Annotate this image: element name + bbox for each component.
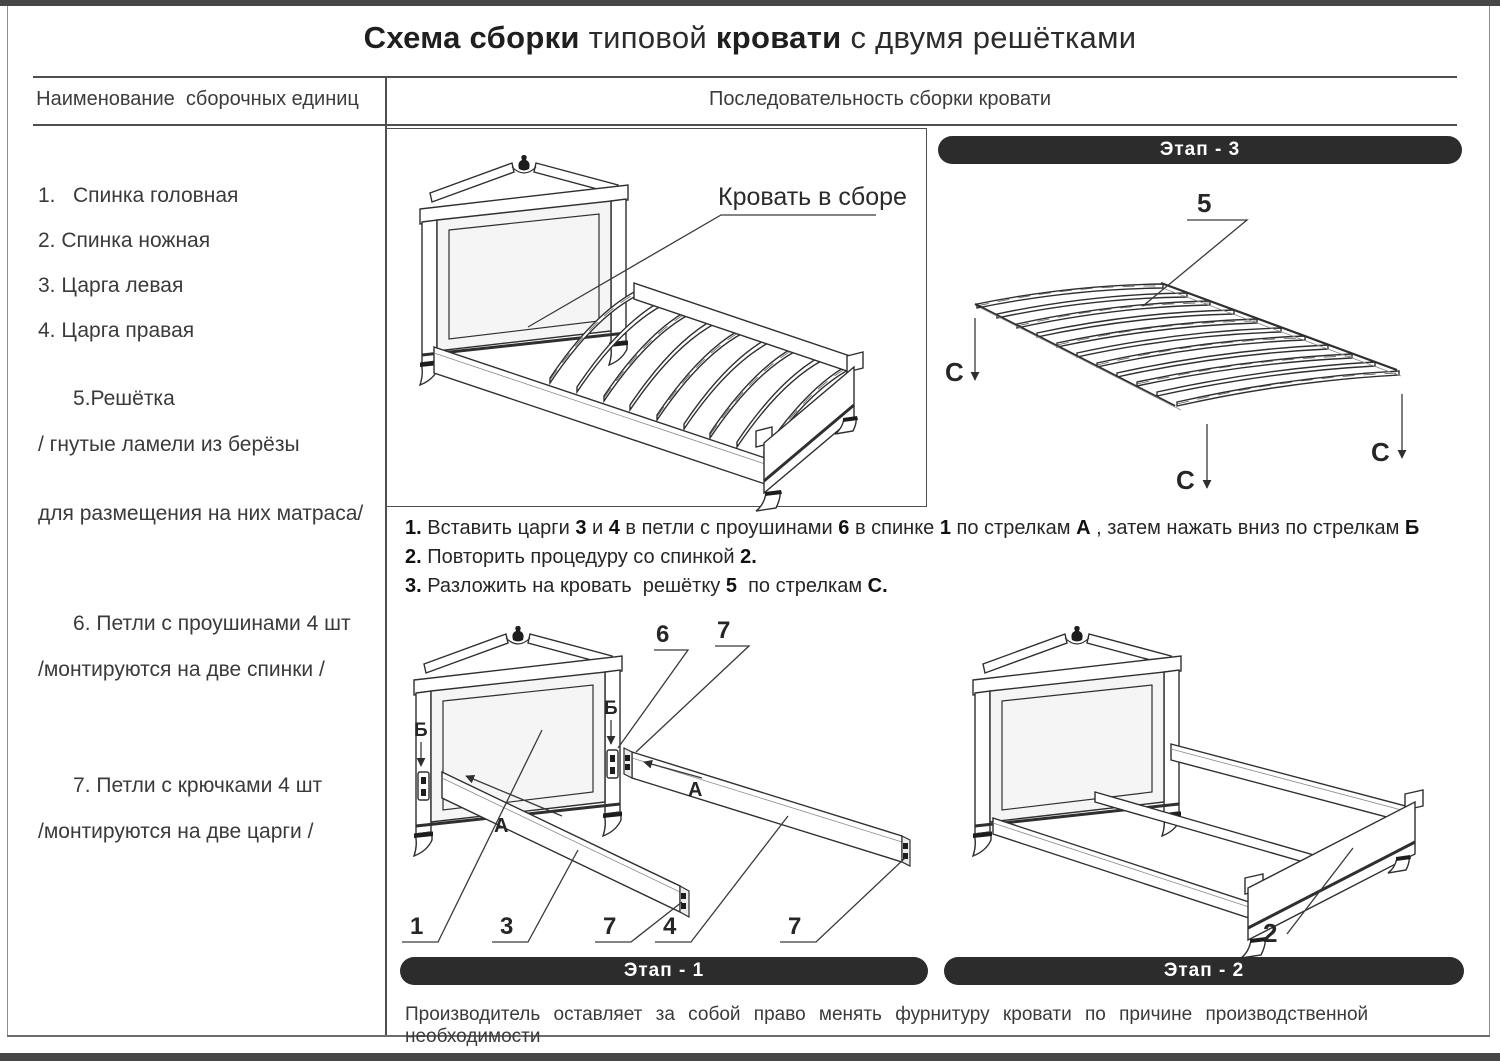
list-item	[38, 229, 382, 252]
part-name: 3. Царга левая	[38, 274, 184, 297]
callout-3: 3	[500, 913, 514, 940]
right-column-header: Последовательность сборки кровати	[708, 88, 1052, 110]
arrow-c-label: С	[945, 357, 964, 387]
list-item	[38, 319, 382, 342]
instruction-line-2: 2. Повторить процедуру со спинкой 2.	[405, 546, 757, 568]
part-name: 5.Решётка	[73, 387, 175, 410]
stage1-banner-label: Этап - 1	[623, 960, 705, 981]
arrow-b-label: Б	[414, 720, 428, 741]
title-segment: кровати	[715, 20, 842, 55]
part-name: 1. Спинка головная	[38, 184, 239, 207]
part-name: 4. Царга правая	[38, 319, 195, 342]
part-name: 7. Петли с крючками 4 шт	[73, 774, 323, 797]
part-name: 6. Петли с проушинами 4 шт	[73, 612, 351, 635]
list-item	[38, 274, 382, 297]
stage1-drawing	[390, 612, 935, 954]
title-segment: Схема сборки	[363, 20, 580, 55]
assembled-bed-label: Кровать в сборе	[718, 183, 907, 211]
list-item	[38, 364, 382, 571]
slat-grid	[975, 283, 1401, 410]
callout-7: 7	[717, 617, 731, 644]
callout-7: 7	[603, 913, 617, 940]
slat-grid-drawing	[935, 168, 1490, 513]
footboard-drawing	[756, 352, 863, 511]
list-item	[38, 589, 382, 727]
title-segment: типовой	[579, 20, 716, 55]
parts-list	[38, 184, 382, 911]
top-border-bar	[0, 0, 1500, 6]
stage3-banner-label: Этап - 3	[1159, 139, 1241, 160]
callout-7: 7	[788, 913, 802, 940]
left-frame-line	[7, 6, 8, 1036]
bottom-border-bar	[0, 1053, 1500, 1061]
arrow-a-label: А	[688, 779, 703, 801]
list-item	[38, 751, 382, 889]
header-bottom-line	[33, 124, 1457, 126]
arrow-c-label: С	[1371, 437, 1390, 467]
instruction-line-1: 1. Вставить царги 3 и 4 в петли с проушинами 6 в спинке 1 по стрелкам А , затем нажать вниз по стрелкам Б	[405, 517, 1420, 539]
left-rail-drawing	[434, 347, 768, 485]
part-name: 2. Спинка ножная	[38, 229, 211, 252]
arrow-c-label: С	[1176, 465, 1195, 495]
callout-2: 2	[1263, 918, 1278, 948]
manufacturer-note: Производитель оставляет за собой право менять фурнитуру кровати по причине производственной необходимости	[405, 1004, 1382, 1047]
page-title	[0, 20, 1500, 56]
title-segment: с двумя решётками	[841, 20, 1137, 55]
header-top-line	[33, 76, 1457, 78]
stage1-banner	[400, 957, 928, 985]
callout-6: 6	[656, 621, 670, 648]
arrow-b-label: Б	[604, 698, 618, 719]
stage2-banner-label: Этап - 2	[1163, 960, 1245, 981]
part-note: /монтируются на две спинки /	[38, 658, 325, 681]
part-note: /монтируются на две царги /	[38, 820, 314, 843]
assembly-instructions	[405, 514, 1475, 601]
slat-grid-callout: 5	[1197, 188, 1212, 218]
stage2-banner	[944, 957, 1464, 985]
arrow-a-label: А	[494, 815, 509, 837]
slat-grid-leader-line	[1143, 220, 1247, 306]
instruction-line-3: 3. Разложить на кровать решётку 5 по стрелкам С.	[405, 575, 888, 597]
stage2-drawing	[945, 612, 1490, 954]
callout-4: 4	[663, 913, 677, 940]
headboard-drawing	[420, 155, 628, 385]
stage3-banner	[938, 136, 1462, 164]
list-item	[38, 184, 382, 207]
rail-4-drawing	[624, 748, 910, 866]
part-note: / гнутые ламели из берёзы	[38, 433, 300, 456]
callout-1: 1	[410, 913, 424, 940]
part-note: для размещения на них матраса/	[38, 502, 364, 525]
left-column-header: Наименование сборочных единиц	[36, 88, 359, 110]
assembled-bed-drawing	[388, 131, 923, 501]
